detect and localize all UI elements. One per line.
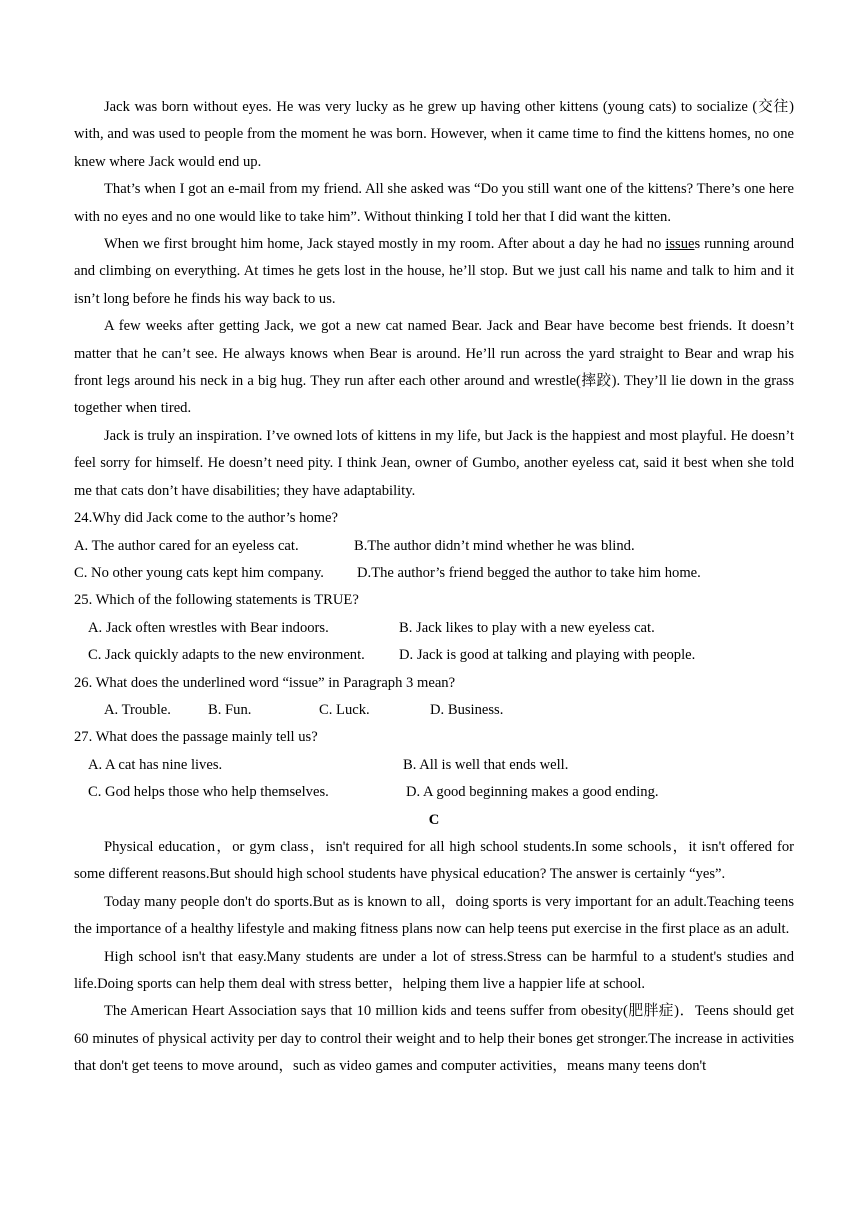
question-27-stem: 27. What does the passage mainly tell us? [74,729,318,746]
question-24-options-row-1 [74,533,794,560]
question-27-option-a[interactable]: A. A cat has nine lives. [88,756,223,773]
passage-c-paragraph-3: High school isn't that easy.Many students are under a lot of stress.Stress can be harmful to a student's studies and life.Doing sports can help them deal with stress better，helping them live a happier life at school. [74,948,794,992]
passage-b-paragraph-1: Jack was born without eyes. He was very lucky as he grew up having other kittens (young cats) to socialize (交往) with, and was used to people from the moment he was born. However, when it came time to find the kittens homes, no one knew where Jack would end up. [74,99,794,170]
question-25-option-d[interactable]: D. Jack is good at talking and playing with people. [399,647,696,664]
question-27-options-row-2 [74,779,794,806]
question-27-option-d[interactable]: D. A good beginning makes a good ending. [406,784,659,801]
passage-b-paragraph-3 [74,231,794,313]
question-24-option-b[interactable]: B.The author didn’t mind whether he was blind. [354,537,635,554]
question-25-option-a[interactable]: A. Jack often wrestles with Bear indoors. [88,619,329,636]
question-25-option-c[interactable]: C. Jack quickly adapts to the new environment. [88,647,365,664]
question-24-option-d[interactable]: D.The author’s friend begged the author to take him home. [357,564,701,581]
question-24-options-row-2 [74,560,794,587]
question-27-options-row-1 [74,752,794,779]
question-24-option-c[interactable]: C. No other young cats kept him company. [74,564,324,581]
question-26-options-row [74,697,794,724]
question-27-option-b[interactable]: B. All is well that ends well. [403,756,569,773]
paragraph-3-text-after: s running around and climbing on everything. At times he gets lost in the house, he’ll stop. But we just call his name and talk to him and it isn’t long before he finds his way back to us. [74,236,794,307]
question-25-stem: 25. Which of the following statements is TRUE? [74,592,359,609]
passage-b-paragraph-5: Jack is truly an inspiration. I’ve owned lots of kittens in my life, but Jack is the happiest and most playful. He doesn’t feel sorry for himself. He doesn’t need pity. I think Jean, owner of Gumbo, another eyeless cat, said it best when she told me that cats don’t have disabilities; they have adaptability. [74,427,794,499]
passage-b-paragraph-4: A few weeks after getting Jack, we got a new cat named Bear. Jack and Bear have become best friends. It doesn’t matter that he can’t see. He always knows when Bear is around. He’ll run across the yard straight to Bear and wrap his front legs around his neck in a big hug. They run after each other around and wrestle(摔跤). They’ll lie down in the grass together when tired. [74,318,794,417]
question-26-option-c[interactable]: C. Luck. [319,701,370,718]
passage-c-paragraph-1: Physical education，or gym class，isn't required for all high school students.In some schools，it isn't offered for some different reasons.But should high school students have physical education? The answer is certainly “yes”. [74,838,794,883]
question-26-stem: 26. What does the underlined word “issue” in Paragraph 3 mean? [74,674,456,691]
question-24-stem: 24.Why did Jack come to the author’s home? [74,510,338,527]
page-content [74,94,794,1081]
question-26-option-d[interactable]: D. Business. [430,701,504,718]
passage-c-paragraph-2: Today many people don't do sports.But as is known to all，doing sports is very important for an adult.Teaching teens the importance of a healthy lifestyle and making fitness plans now can help teens put exercise in the first place as an adult. [74,893,794,938]
question-24-option-a[interactable]: A. The author cared for an eyeless cat. [74,537,299,554]
question-25-options-row-2 [74,642,794,669]
underlined-word-issue: issue [665,236,695,253]
paragraph-3-text-before: When we first brought him home, Jack stayed mostly in my room. After about a day he had no [104,236,666,253]
question-25-option-b[interactable]: B. Jack likes to play with a new eyeless cat. [399,619,655,636]
passage-c-paragraph-4: The American Heart Association says that 10 million kids and teens suffer from obesity(肥胖症)．Teens should get 60 minutes of physical activity per day to control their weight and to help their bones get stronger.The increase in activities that don't get teens to move around，such as video games and computer activities，means many teens don't [74,1003,794,1075]
passage-c-title: C [428,811,440,828]
question-26-option-b[interactable]: B. Fun. [208,701,252,718]
question-25-options-row-1 [74,615,794,642]
question-27-option-c[interactable]: C. God helps those who help themselves. [88,784,329,801]
passage-b-paragraph-2: That’s when I got an e-mail from my friend. All she asked was “Do you still want one of the kittens? There’s one here with no eyes and no one would like to take him”. Without thinking I told her that I did want the kitten. [74,181,794,225]
question-26-option-a[interactable]: A. Trouble. [104,701,171,718]
